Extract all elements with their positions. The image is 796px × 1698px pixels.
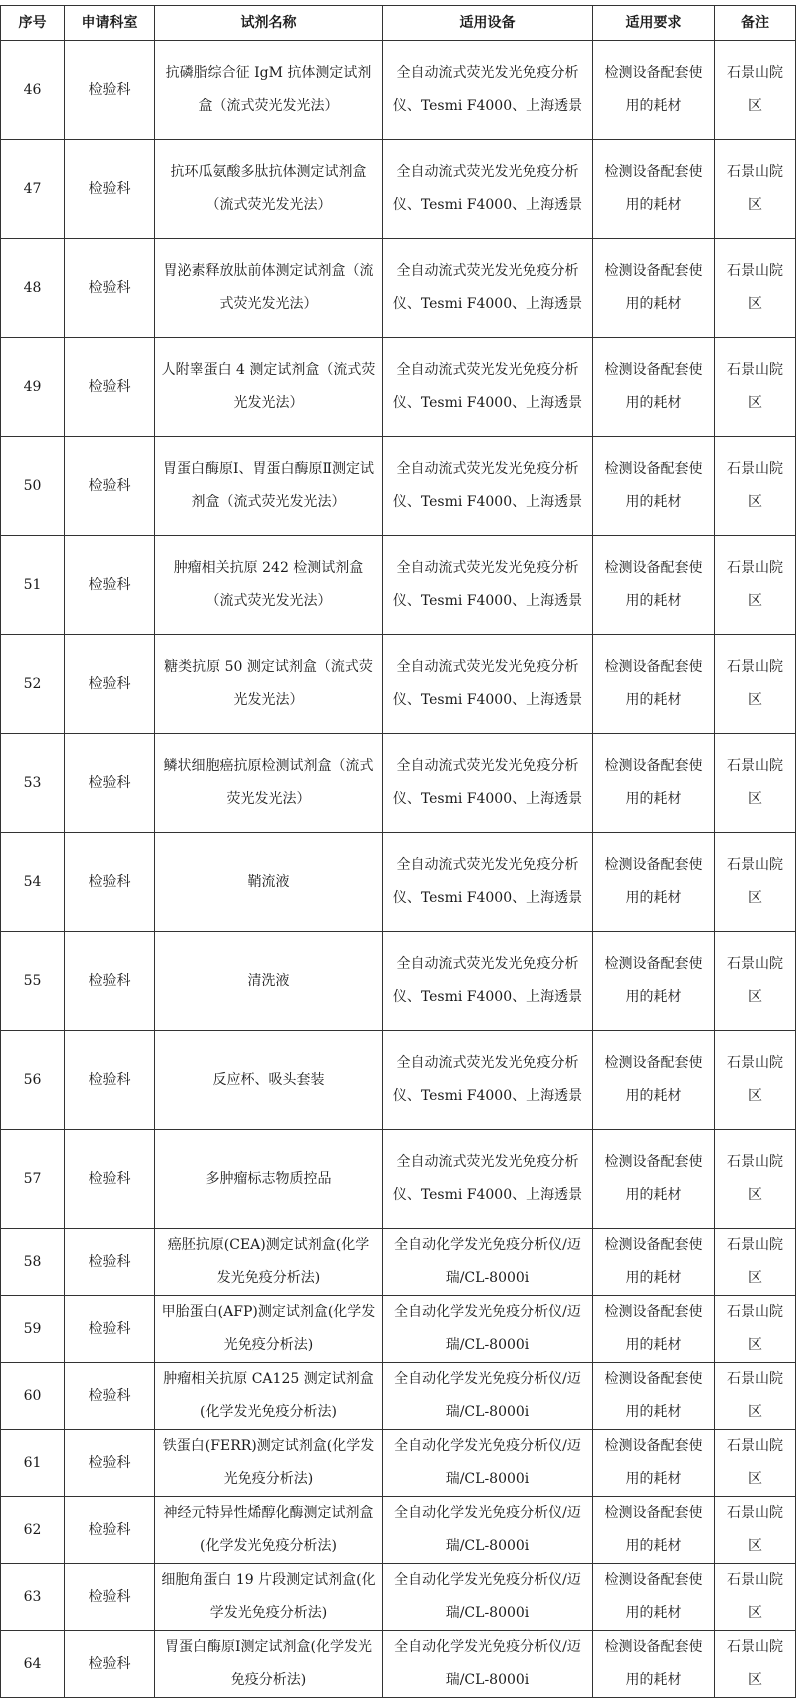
table-row [1,1363,796,1430]
cell-equipment: 全自动化学发光免疫分析仪/迈瑞/CL-8000i [383,1497,593,1564]
header-no: 序号 [1,6,65,41]
cell-dept: 检验科 [65,239,155,338]
cell-equipment: 全自动流式荧光发光免疫分析仪、Tesmi F4000、上海透景 [383,41,593,140]
cell-name: 反应杯、吸头套装 [155,1031,383,1130]
header-remark: 备注 [715,6,796,41]
cell-requirement: 检测设备配套使用的耗材 [593,734,715,833]
cell-name: 糖类抗原 50 测定试剂盒（流式荧光发光法） [155,635,383,734]
table-row [1,140,796,239]
cell-requirement: 检测设备配套使用的耗材 [593,1031,715,1130]
cell-requirement: 检测设备配套使用的耗材 [593,1130,715,1229]
cell-equipment: 全自动流式荧光发光免疫分析仪、Tesmi F4000、上海透景 [383,239,593,338]
cell-remark: 石景山院区 [715,338,796,437]
cell-name: 细胞角蛋白 19 片段测定试剂盒(化学发光免疫分析法) [155,1564,383,1631]
cell-remark: 石景山院区 [715,734,796,833]
cell-requirement: 检测设备配套使用的耗材 [593,1631,715,1698]
table-row [1,1296,796,1363]
cell-requirement: 检测设备配套使用的耗材 [593,1229,715,1296]
cell-name: 癌胚抗原(CEA)测定试剂盒(化学发光免疫分析法) [155,1229,383,1296]
cell-no: 56 [1,1031,65,1130]
cell-equipment: 全自动化学发光免疫分析仪/迈瑞/CL-8000i [383,1363,593,1430]
cell-equipment: 全自动流式荧光发光免疫分析仪、Tesmi F4000、上海透景 [383,1130,593,1229]
cell-equipment: 全自动流式荧光发光免疫分析仪、Tesmi F4000、上海透景 [383,932,593,1031]
cell-remark: 石景山院区 [715,41,796,140]
cell-dept: 检验科 [65,1363,155,1430]
cell-remark: 石景山院区 [715,1229,796,1296]
cell-requirement: 检测设备配套使用的耗材 [593,833,715,932]
table-row [1,1497,796,1564]
cell-remark: 石景山院区 [715,932,796,1031]
cell-dept: 检验科 [65,1031,155,1130]
cell-requirement: 检测设备配套使用的耗材 [593,41,715,140]
cell-dept: 检验科 [65,338,155,437]
cell-requirement: 检测设备配套使用的耗材 [593,1430,715,1497]
cell-dept: 检验科 [65,1564,155,1631]
cell-name: 人附睾蛋白 4 测定试剂盒（流式荧光发光法） [155,338,383,437]
cell-requirement: 检测设备配套使用的耗材 [593,1296,715,1363]
cell-equipment: 全自动流式荧光发光免疫分析仪、Tesmi F4000、上海透景 [383,734,593,833]
cell-remark: 石景山院区 [715,635,796,734]
cell-equipment: 全自动化学发光免疫分析仪/迈瑞/CL-8000i [383,1564,593,1631]
cell-remark: 石景山院区 [715,1631,796,1698]
cell-no: 63 [1,1564,65,1631]
header-requirement: 适用要求 [593,6,715,41]
table-row [1,635,796,734]
cell-name: 铁蛋白(FERR)测定试剂盒(化学发光免疫分析法) [155,1430,383,1497]
cell-remark: 石景山院区 [715,140,796,239]
cell-no: 60 [1,1363,65,1430]
cell-remark: 石景山院区 [715,437,796,536]
cell-no: 52 [1,635,65,734]
cell-name: 鳞状细胞癌抗原检测试剂盒（流式荧光发光法） [155,734,383,833]
table-row [1,437,796,536]
table-row [1,833,796,932]
cell-equipment: 全自动流式荧光发光免疫分析仪、Tesmi F4000、上海透景 [383,437,593,536]
table-row [1,1430,796,1497]
cell-equipment: 全自动流式荧光发光免疫分析仪、Tesmi F4000、上海透景 [383,140,593,239]
cell-remark: 石景山院区 [715,1130,796,1229]
cell-no: 46 [1,41,65,140]
cell-no: 48 [1,239,65,338]
table-row [1,338,796,437]
cell-requirement: 检测设备配套使用的耗材 [593,932,715,1031]
cell-equipment: 全自动流式荧光发光免疫分析仪、Tesmi F4000、上海透景 [383,338,593,437]
table-row [1,1130,796,1229]
cell-requirement: 检测设备配套使用的耗材 [593,536,715,635]
table-row [1,536,796,635]
header-equipment: 适用设备 [383,6,593,41]
cell-dept: 检验科 [65,635,155,734]
cell-no: 53 [1,734,65,833]
cell-name: 胃蛋白酶原Ⅰ、胃蛋白酶原Ⅱ测定试剂盒（流式荧光发光法） [155,437,383,536]
cell-requirement: 检测设备配套使用的耗材 [593,1497,715,1564]
cell-name: 肿瘤相关抗原 242 检测试剂盒（流式荧光发光法） [155,536,383,635]
cell-no: 57 [1,1130,65,1229]
cell-remark: 石景山院区 [715,1296,796,1363]
cell-no: 49 [1,338,65,437]
cell-no: 55 [1,932,65,1031]
cell-name: 清洗液 [155,932,383,1031]
table-row [1,239,796,338]
cell-equipment: 全自动化学发光免疫分析仪/迈瑞/CL-8000i [383,1296,593,1363]
cell-dept: 检验科 [65,1229,155,1296]
cell-dept: 检验科 [65,1130,155,1229]
cell-requirement: 检测设备配套使用的耗材 [593,437,715,536]
cell-requirement: 检测设备配套使用的耗材 [593,140,715,239]
table-row [1,1229,796,1296]
cell-requirement: 检测设备配套使用的耗材 [593,338,715,437]
cell-dept: 检验科 [65,1497,155,1564]
cell-no: 50 [1,437,65,536]
cell-no: 51 [1,536,65,635]
cell-equipment: 全自动流式荧光发光免疫分析仪、Tesmi F4000、上海透景 [383,635,593,734]
cell-remark: 石景山院区 [715,1497,796,1564]
cell-equipment: 全自动流式荧光发光免疫分析仪、Tesmi F4000、上海透景 [383,536,593,635]
cell-remark: 石景山院区 [715,1031,796,1130]
header-dept: 申请科室 [65,6,155,41]
reagent-table [0,5,796,1698]
table-row [1,734,796,833]
header-name: 试剂名称 [155,6,383,41]
table-row [1,1564,796,1631]
cell-name: 肿瘤相关抗原 CA125 测定试剂盒(化学发光免疫分析法) [155,1363,383,1430]
cell-requirement: 检测设备配套使用的耗材 [593,239,715,338]
cell-dept: 检验科 [65,1296,155,1363]
cell-name: 胃泌素释放肽前体测定试剂盒（流式荧光发光法） [155,239,383,338]
cell-remark: 石景山院区 [715,833,796,932]
cell-dept: 检验科 [65,41,155,140]
cell-remark: 石景山院区 [715,1363,796,1430]
cell-no: 62 [1,1497,65,1564]
cell-remark: 石景山院区 [715,536,796,635]
table-row [1,1631,796,1698]
cell-remark: 石景山院区 [715,1430,796,1497]
cell-name: 神经元特异性烯醇化酶测定试剂盒(化学发光免疫分析法) [155,1497,383,1564]
table-row [1,932,796,1031]
cell-equipment: 全自动化学发光免疫分析仪/迈瑞/CL-8000i [383,1430,593,1497]
cell-name: 甲胎蛋白(AFP)测定试剂盒(化学发光免疫分析法) [155,1296,383,1363]
cell-name: 多肿瘤标志物质控品 [155,1130,383,1229]
cell-dept: 检验科 [65,437,155,536]
cell-requirement: 检测设备配套使用的耗材 [593,1363,715,1430]
cell-name: 胃蛋白酶原Ⅰ测定试剂盒(化学发光免疫分析法) [155,1631,383,1698]
table-row [1,1031,796,1130]
cell-equipment: 全自动流式荧光发光免疫分析仪、Tesmi F4000、上海透景 [383,1031,593,1130]
cell-requirement: 检测设备配套使用的耗材 [593,1564,715,1631]
cell-remark: 石景山院区 [715,1564,796,1631]
cell-dept: 检验科 [65,1631,155,1698]
cell-no: 64 [1,1631,65,1698]
cell-name: 抗磷脂综合征 IgM 抗体测定试剂盒（流式荧光发光法） [155,41,383,140]
table-header-row [1,6,796,41]
cell-dept: 检验科 [65,140,155,239]
cell-no: 47 [1,140,65,239]
cell-dept: 检验科 [65,734,155,833]
cell-remark: 石景山院区 [715,239,796,338]
cell-equipment: 全自动流式荧光发光免疫分析仪、Tesmi F4000、上海透景 [383,833,593,932]
cell-name: 抗环瓜氨酸多肽抗体测定试剂盒（流式荧光发光法） [155,140,383,239]
cell-dept: 检验科 [65,932,155,1031]
cell-dept: 检验科 [65,1430,155,1497]
cell-dept: 检验科 [65,833,155,932]
cell-no: 54 [1,833,65,932]
cell-equipment: 全自动化学发光免疫分析仪/迈瑞/CL-8000i [383,1631,593,1698]
cell-no: 58 [1,1229,65,1296]
cell-equipment: 全自动化学发光免疫分析仪/迈瑞/CL-8000i [383,1229,593,1296]
table-row [1,41,796,140]
cell-requirement: 检测设备配套使用的耗材 [593,635,715,734]
cell-no: 59 [1,1296,65,1363]
cell-dept: 检验科 [65,536,155,635]
cell-no: 61 [1,1430,65,1497]
cell-name: 鞘流液 [155,833,383,932]
